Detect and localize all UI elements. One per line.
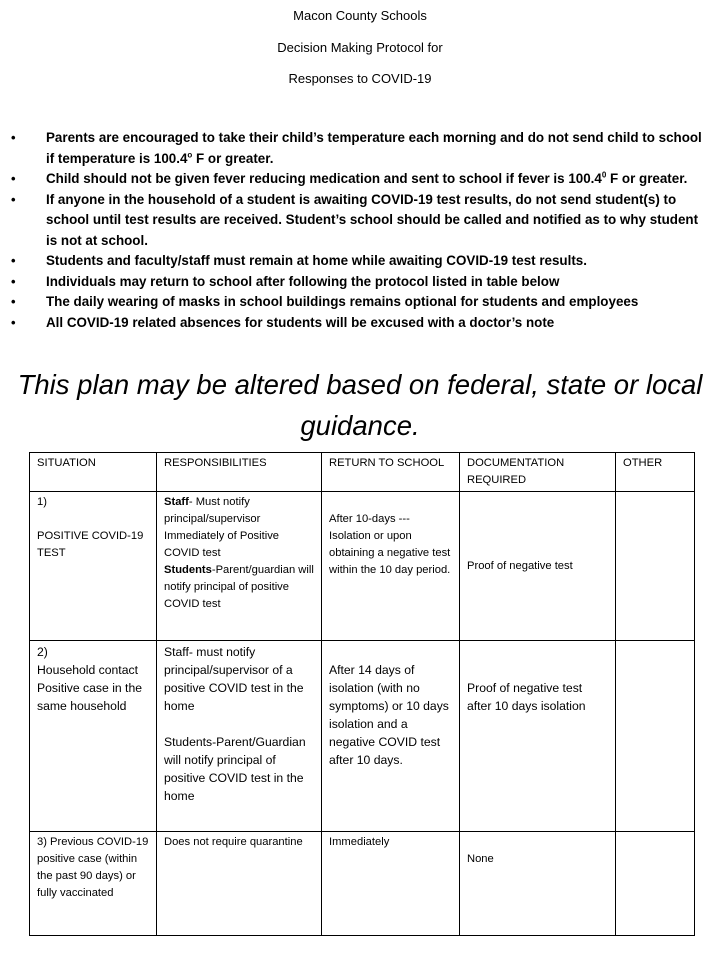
situation-cell: 2) Household contact Positive case in the same household (30, 641, 157, 832)
guidance-item: • The daily wearing of masks in school buildings remains optional for students and employees (0, 292, 710, 313)
header-other: OTHER (616, 453, 695, 492)
bullet-icon: • (11, 273, 16, 289)
table-row (30, 492, 695, 641)
return-cell: After 10-days --- Isolation or upon obtaining a negative test within the 10 day period. (322, 492, 460, 641)
header-situation: SITUATION (30, 453, 157, 492)
responsibilities-cell: Staff- must notify principal/supervisor of a positive COVID test in the home Students-Parent/Guardian will notify principal of positive COVID test in the home (157, 641, 322, 832)
return-cell: After 14 days of isolation (with no symptoms) or 10 days isolation and a negative COVID test after 10 days. (322, 641, 460, 832)
header-subject: Responses to COVID-19 (288, 71, 432, 86)
responsibilities-cell: Staff- Must notify principal/supervisor Immediately of Positive COVID test Students-Parent/guardian will notify principal of positive COVID test (157, 492, 322, 641)
header-protocol: Decision Making Protocol for (277, 40, 443, 55)
header-responsibilities: RESPONSIBILITIES (157, 453, 322, 492)
responsibilities-cell: Does not require quarantine (157, 832, 322, 936)
protocol-table (29, 452, 695, 936)
documentation-cell: Proof of negative test after 10 days isolation (460, 641, 616, 832)
bullet-icon: • (11, 130, 16, 145)
bullet-icon: • (11, 171, 16, 186)
bullet-icon: • (11, 294, 16, 309)
plan-notice: This plan may be altered based on federal, state or local guidance. (17, 369, 703, 441)
bullet-icon: • (11, 191, 16, 207)
guidance-list (0, 128, 710, 333)
header-return-to-school: RETURN TO SCHOOL (322, 453, 460, 492)
guidance-item: • Parents are encouraged to take their child’s temperature each morning and do not send child to school if temperature is 100.4$^o$ F or greater. (11, 130, 702, 166)
return-cell: Immediately (322, 832, 460, 936)
other-cell (616, 641, 695, 832)
guidance-item: • If anyone in the household of a student is awaiting COVID-19 test results, do not send student(s) to school until test results are received. Student’s school should be called and notified as to why student is not at school. (11, 191, 699, 248)
guidance-item: • Individuals may return to school after following the protocol listed in table below (0, 272, 710, 293)
table-header-row (30, 453, 695, 492)
other-cell (616, 832, 695, 936)
situation-cell: 3) Previous COVID-19 positive case (within the past 90 days) or fully vaccinated (30, 832, 157, 936)
guidance-item: • Students and faculty/staff must remain at home while awaiting COVID-19 test results. (0, 251, 710, 272)
documentation-cell: Proof of negative test (460, 492, 616, 641)
table-row (30, 832, 695, 936)
guidance-item: • Child should not be given fever reducing medication and sent to school if fever is 100.4$^0$ F or greater. (0, 169, 710, 190)
header-documentation: DOCUMENTATION REQUIRED (460, 453, 616, 492)
other-cell (616, 492, 695, 641)
documentation-cell: None (460, 832, 616, 936)
guidance-item: • All COVID-19 related absences for students will be excused with a doctor’s note (0, 313, 710, 334)
table-row (30, 641, 695, 832)
header-district: Macon County Schools (293, 8, 427, 23)
situation-cell: 1) POSITIVE COVID-19 TEST (30, 492, 157, 641)
bullet-icon: • (11, 253, 16, 268)
bullet-icon: • (11, 314, 16, 330)
